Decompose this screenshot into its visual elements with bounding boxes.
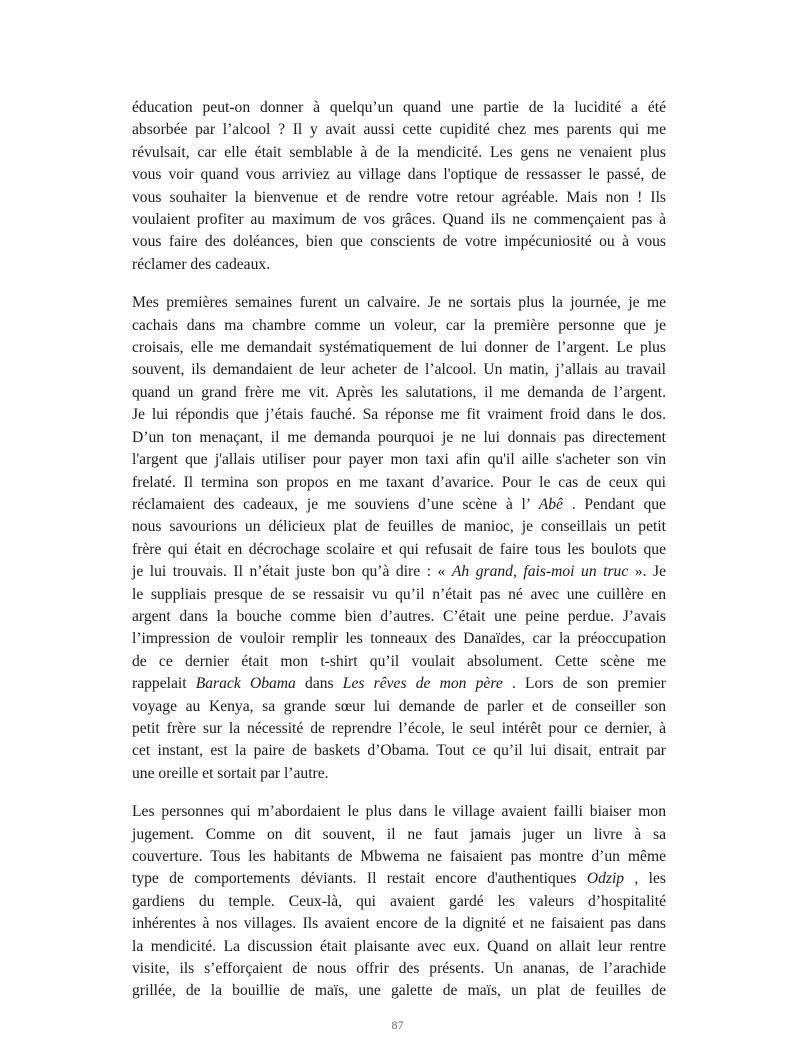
italic-text: Odzip bbox=[586, 870, 625, 888]
text-line bbox=[132, 382, 666, 404]
text-segment: de ce dernier était mon t-shirt qu’il voulait absolument. Cette scène me bbox=[132, 652, 666, 670]
text-line bbox=[132, 292, 666, 314]
text-line bbox=[132, 801, 666, 823]
text-segment: dans bbox=[295, 675, 343, 693]
text-line bbox=[132, 539, 666, 561]
text-segment: cachais dans ma chambre comme un voleur, car la première personne que je bbox=[132, 316, 666, 334]
text-segment: Les personnes qui m’abordaient le plus dans le village avaient failli biaiser mon bbox=[132, 803, 666, 821]
page-body bbox=[132, 97, 666, 1019]
text-line bbox=[132, 763, 666, 785]
text-segment: souvent, ils demandaient de leur acheter de l’alcool. Un matin, j’allais au travail bbox=[132, 361, 666, 379]
text-line bbox=[132, 673, 666, 695]
text-line bbox=[132, 427, 666, 449]
text-line bbox=[132, 628, 666, 650]
text-line bbox=[132, 584, 666, 606]
text-segment: , les bbox=[624, 870, 666, 888]
text-segment: la mendicité. La discussion était plaisante avec eux. Quand on allait leur rentre bbox=[132, 937, 666, 955]
text-line bbox=[132, 651, 666, 673]
text-line bbox=[132, 315, 666, 337]
text-line bbox=[132, 494, 666, 516]
text-segment: le suppliais presque de se ressaisir vu qu’il n’était pas né avec une cuillère en bbox=[132, 585, 666, 603]
text-segment: nous savourions un délicieux plat de feuilles de manioc, je conseillais un petit bbox=[132, 518, 666, 536]
text-segment: visite, ils s’efforçaient de nous offrir des présents. Un ananas, de l’arachide bbox=[132, 960, 666, 978]
text-line bbox=[132, 142, 666, 164]
text-segment: argent dans la bouche comme bien d’autres. C’était une peine perdue. J’avais bbox=[132, 607, 666, 625]
text-line bbox=[132, 359, 666, 381]
text-line bbox=[132, 231, 666, 253]
text-line bbox=[132, 846, 666, 868]
text-segment: Mes premières semaines furent un calvaire. Je ne sortais plus la journée, je me bbox=[132, 294, 666, 312]
text-segment: . Pendant que bbox=[562, 495, 666, 513]
text-segment: . Lors de son premier bbox=[502, 675, 666, 693]
text-segment: je lui trouvais. Il n’était juste bon qu’à dire : « bbox=[132, 563, 452, 581]
text-line bbox=[132, 936, 666, 958]
text-segment: couverture. Tous les habitants de Mbwema ne faisaient pas montre d’un même bbox=[132, 848, 666, 865]
text-segment: frelaté. Il termina son propos en me taxant d’avarice. Pour le cas de ceux qui bbox=[132, 473, 666, 491]
text-segment: voulaient profiter au maximum de vos grâces. Quand ils ne commençaient pas à bbox=[132, 211, 666, 229]
text-line bbox=[132, 606, 666, 628]
text-segment: Je lui répondis que j’étais fauché. Sa réponse me fit vraiment froid dans le dos. bbox=[132, 406, 666, 424]
text-line bbox=[132, 516, 666, 538]
text-line bbox=[132, 958, 666, 980]
text-line bbox=[132, 891, 666, 913]
text-line bbox=[132, 696, 666, 718]
text-segment: absorbée par l’alcool ? Il y avait aussi cette cupidité chez mes parents qui me bbox=[132, 121, 666, 139]
paragraph bbox=[132, 801, 666, 1003]
text-segment: cet instant, est la paire de baskets d’Obama. Tout ce qu’il lui disait, entrait par bbox=[132, 742, 666, 760]
text-segment: révulsait, car elle était semblable à de la mendicité. Les gens ne venaient plus bbox=[132, 143, 666, 161]
text-line bbox=[132, 740, 666, 762]
text-line bbox=[132, 824, 666, 846]
text-segment: rappelait bbox=[132, 675, 196, 693]
text-line bbox=[132, 187, 666, 209]
text-line bbox=[132, 337, 666, 359]
text-line bbox=[132, 97, 666, 119]
text-line bbox=[132, 472, 666, 494]
text-line bbox=[132, 868, 666, 890]
text-segment: vous voir quand vous arriviez au village dans l'optique de ressasser le passé, de bbox=[132, 166, 666, 184]
text-segment: D’un ton menaçant, il me demanda pourquoi je ne lui donnais pas directement bbox=[132, 428, 666, 446]
text-line bbox=[132, 254, 666, 276]
italic-text: Ah grand, fais-moi un truc bbox=[451, 563, 629, 581]
text-line bbox=[132, 980, 666, 1002]
text-segment: vous souhaiter la bienvenue et de rendre votre retour agréable. Mais non ! Ils bbox=[132, 188, 666, 206]
text-segment: petit frère sur la nécessité de reprendre l’école, le seul intérêt pour ce dernier, à bbox=[132, 719, 666, 737]
text-segment: l'argent que j'allais utiliser pour payer mon taxi afin qu'il aille s'acheter son vin bbox=[132, 451, 666, 469]
paragraph bbox=[132, 292, 666, 785]
page-number: 87 bbox=[391, 1018, 404, 1032]
text-line bbox=[132, 561, 666, 583]
text-segment: gardiens du temple. Ceux-là, qui avaient gardé les valeurs d’hospitalité bbox=[132, 892, 666, 910]
text-segment: l’impression de vouloir remplir les tonneaux des Danaïdes, car la préoccupation bbox=[132, 630, 666, 648]
text-segment: jugement. Comme on dit souvent, il ne faut jamais juger un livre à sa bbox=[132, 825, 666, 843]
text-line bbox=[132, 449, 666, 471]
paragraph bbox=[132, 97, 666, 276]
text-segment: une oreille et sortait par l’autre. bbox=[132, 764, 329, 782]
text-line bbox=[132, 164, 666, 186]
text-segment: vous faire des doléances, bien que conscients de votre impécuniosité ou à vous bbox=[132, 233, 666, 251]
italic-text: Les rêves de mon père bbox=[342, 675, 503, 693]
italic-text: Abê bbox=[538, 495, 563, 513]
text-segment: frère qui était en décrochage scolaire et qui refusait de faire tous les boulots que bbox=[132, 540, 666, 558]
text-line bbox=[132, 209, 666, 231]
text-line bbox=[132, 119, 666, 141]
text-line bbox=[132, 913, 666, 935]
text-segment: réclamer des cadeaux. bbox=[132, 255, 271, 273]
text-segment: réclamaient des cadeaux, je me souviens d’une scène à l’ bbox=[132, 495, 539, 513]
text-segment: voyage au Kenya, sa grande sœur lui demande de parler et de conseiller son bbox=[132, 697, 666, 715]
text-segment: ». Je bbox=[628, 563, 666, 581]
text-segment: type de comportements déviants. Il restait encore d'authentiques bbox=[132, 870, 587, 888]
text-segment: grillée, de la bouillie de maïs, une galette de maïs, un plat de feuilles de bbox=[132, 982, 666, 1000]
text-line bbox=[132, 718, 666, 740]
italic-text: Barack Obama bbox=[195, 675, 296, 693]
text-segment: inhérentes à nos villages. Ils avaient encore de la dignité et ne faisaient pas dans bbox=[132, 915, 666, 933]
text-segment: éducation peut-on donner à quelqu’un quand une partie de la lucidité a été bbox=[132, 99, 666, 116]
text-line bbox=[132, 404, 666, 426]
text-segment: quand un grand frère me vit. Après les salutations, il me demanda de l’argent. bbox=[132, 383, 666, 401]
text-segment: croisais, elle me demandait systématiquement de lui donner de l’argent. Le plus bbox=[132, 339, 666, 357]
